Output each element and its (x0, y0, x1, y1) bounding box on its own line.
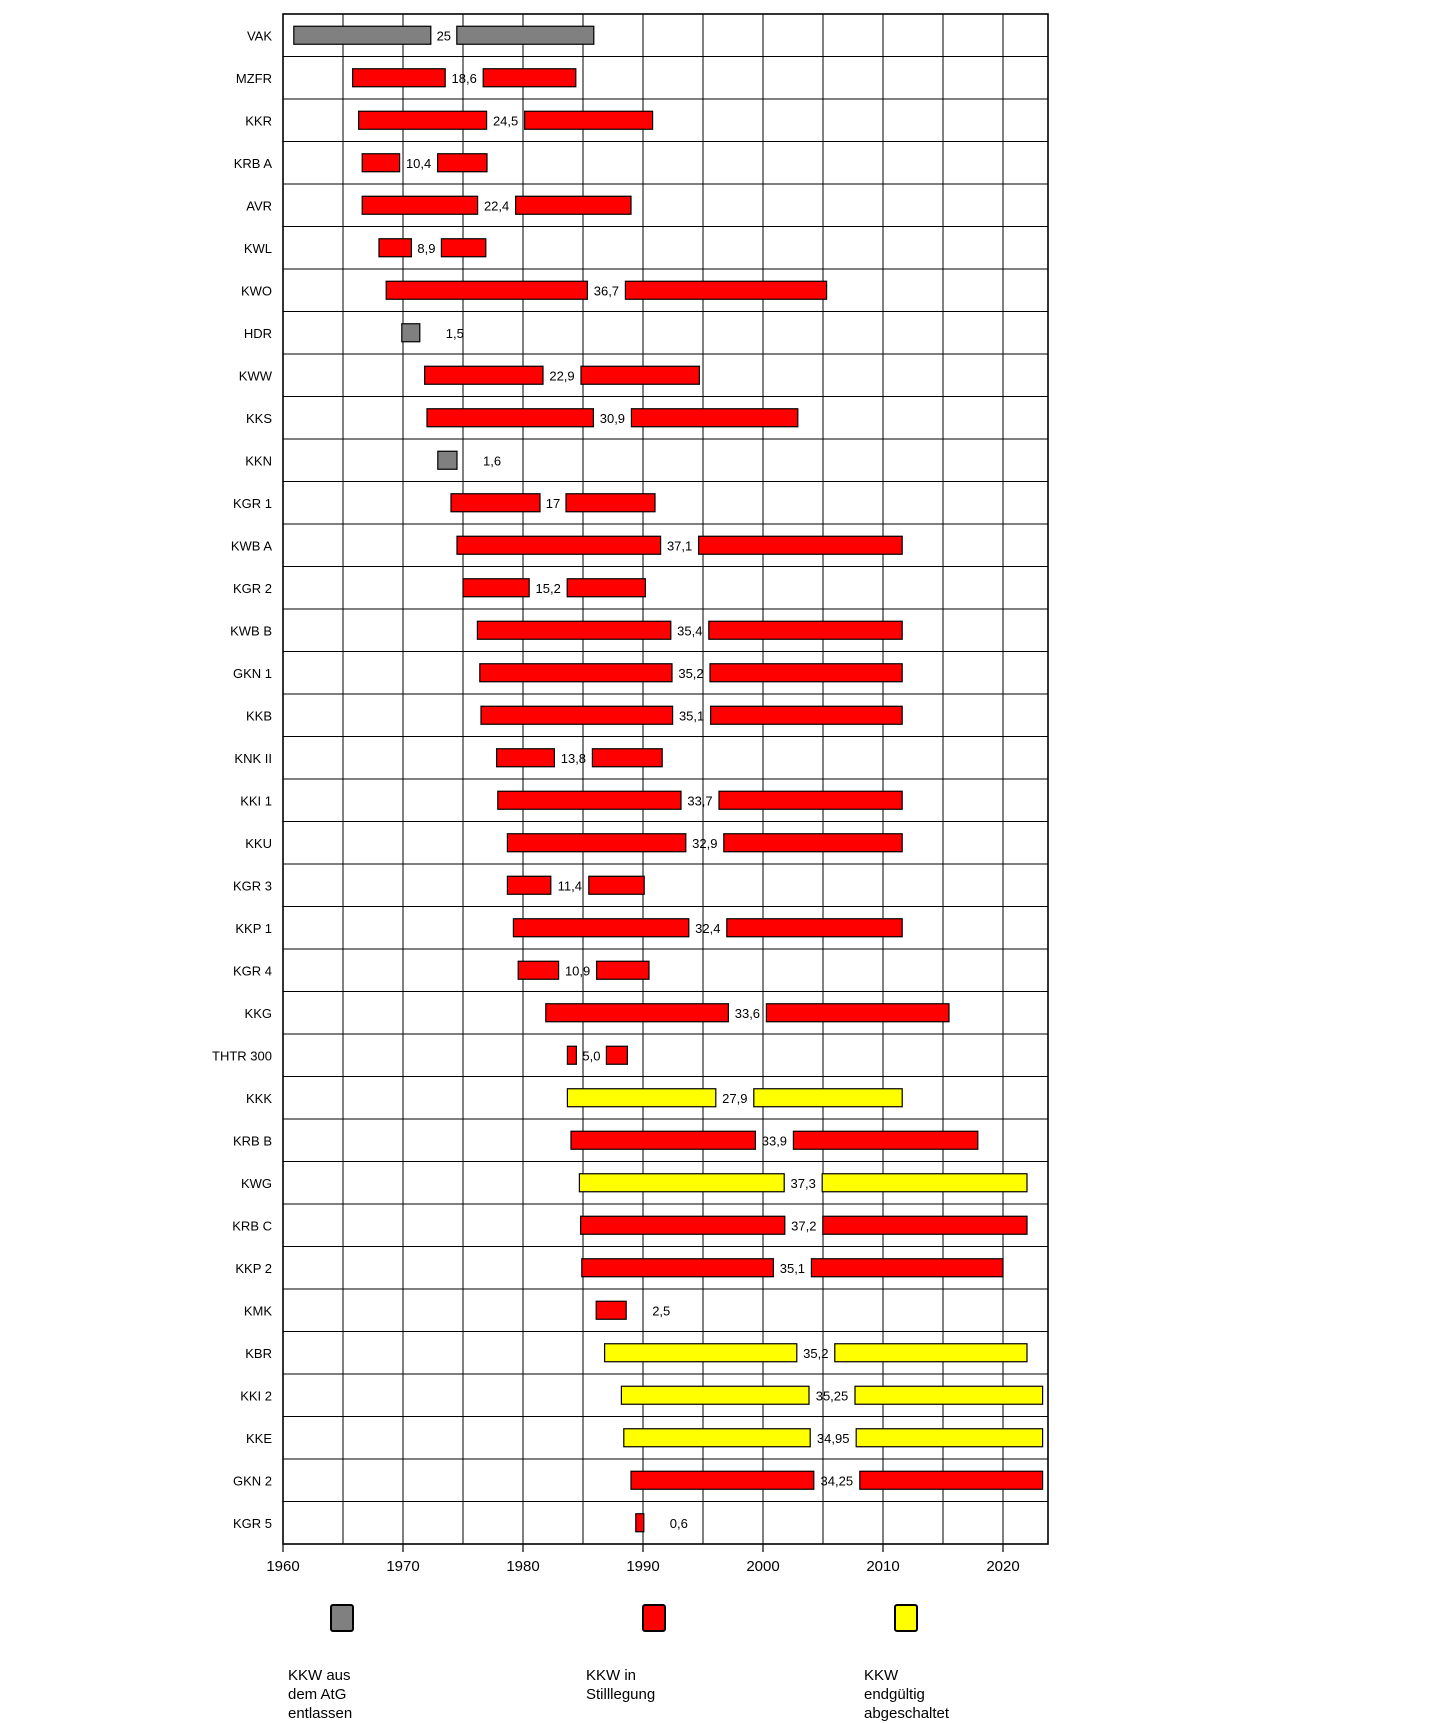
legend-swatch-decommissioning (642, 1604, 666, 1632)
bar-decommissioning (463, 579, 529, 597)
bar-decommissioning (477, 621, 670, 639)
bar-value-label: 37,1 (666, 538, 693, 554)
bar-value-label: 15,2 (535, 580, 561, 596)
bar-released (457, 26, 594, 44)
row-label: KWW (238, 368, 272, 384)
row-label: VAK (246, 28, 272, 44)
legend-label-shutdown: KKW endgültig abgeschaltet (864, 1667, 950, 1722)
bar-decommissioning (581, 366, 699, 384)
bar-value-label: 27,9 (722, 1090, 748, 1106)
bar-decommissioning (379, 239, 411, 257)
bar-released (294, 26, 431, 44)
x-tick-label: 2020 (986, 1558, 1020, 1575)
row-label: KWG (240, 1175, 272, 1191)
bar-decommissioning (362, 154, 399, 172)
bar-value-label: 34,95 (816, 1430, 850, 1446)
row-label: KKK (245, 1090, 272, 1106)
bar-decommissioning (438, 154, 487, 172)
bar-value-label: 35,25 (815, 1388, 849, 1404)
bar-value-label: 33,9 (761, 1133, 788, 1149)
bar-shutdown (835, 1344, 1027, 1362)
bar-decommissioning (507, 876, 550, 894)
bar-decommissioning (566, 494, 655, 512)
row-label: KGR 3 (232, 878, 272, 894)
bar-decommissioning (481, 706, 673, 724)
row-label: THTR 300 (212, 1048, 272, 1064)
bar-decommissioning (606, 1046, 627, 1064)
bar-decommissioning (497, 749, 555, 767)
bar-shutdown (855, 1386, 1043, 1404)
row-label: KNK II (234, 750, 272, 766)
row-label: AVR (246, 198, 272, 214)
bar-decommissioning (516, 196, 631, 214)
legend-label-released: KKW aus dem AtG entlassen (288, 1667, 353, 1722)
bar-shutdown (579, 1174, 784, 1192)
row-label: GKN 1 (232, 665, 272, 681)
x-tick-label: 2010 (866, 1558, 900, 1575)
bar-decommissioning (710, 664, 902, 682)
row-label: KGR 4 (232, 963, 272, 979)
x-tick-label: 1970 (386, 1558, 420, 1575)
bar-decommissioning (507, 834, 685, 852)
x-tick-label: 2000 (746, 1558, 780, 1575)
row-label: KGR 2 (232, 580, 272, 596)
bar-value-label: 1,6 (483, 453, 502, 469)
legend-label-decommissioning: KKW in Stilllegung (586, 1667, 656, 1703)
row-label: KKE (245, 1430, 272, 1446)
bar-decommissioning (581, 1216, 785, 1234)
bar-decommissioning (571, 1131, 755, 1149)
row-label: KRB B (232, 1133, 272, 1149)
bar-value-label: 35,2 (678, 665, 704, 681)
bar-value-label: 24,5 (492, 113, 519, 129)
bar-value-label: 37,2 (791, 1218, 817, 1234)
row-label: KRB C (232, 1218, 272, 1234)
bar-shutdown (624, 1429, 810, 1447)
bar-value-label: 34,25 (820, 1473, 854, 1489)
row-label: KWO (240, 283, 272, 299)
bar-decommissioning (596, 1301, 626, 1319)
bar-value-label: 8,9 (417, 240, 436, 256)
row-label: KKP 2 (235, 1260, 272, 1276)
bar-shutdown (567, 1089, 715, 1107)
row-label: KKS (245, 410, 272, 426)
bar-decommissioning (589, 876, 644, 894)
bar-decommissioning (793, 1131, 977, 1149)
bar-value-label: 0,6 (669, 1515, 688, 1531)
bar-decommissioning (525, 111, 653, 129)
bar-decommissioning (386, 281, 587, 299)
bar-value-label: 11,4 (557, 878, 582, 894)
row-label: KGR 1 (232, 495, 272, 511)
bar-decommissioning (631, 409, 797, 427)
row-label: KKB (245, 708, 272, 724)
row-label: KWL (243, 240, 272, 256)
bar-shutdown (822, 1174, 1027, 1192)
row-label: KKU (245, 835, 272, 851)
x-tick-label: 1990 (626, 1558, 660, 1575)
bar-decommissioning (359, 111, 487, 129)
bar-decommissioning (597, 961, 649, 979)
row-label: HDR (243, 325, 272, 341)
bar-value-label: 30,9 (599, 410, 626, 426)
bar-value-label: 32,4 (695, 920, 721, 936)
row-label: KKN (245, 453, 272, 469)
bar-value-label: 35,1 (678, 708, 705, 724)
row-label: MZFR (235, 70, 272, 86)
row-label: KKI 1 (240, 793, 272, 809)
row-label: KWB B (230, 623, 272, 639)
bar-value-label: 32,9 (692, 835, 718, 851)
bar-decommissioning (811, 1259, 1003, 1277)
bar-decommissioning (699, 536, 903, 554)
bar-value-label: 13,8 (560, 750, 587, 766)
bar-decommissioning (567, 1046, 576, 1064)
bar-value-label: 22,4 (483, 198, 510, 214)
bar-value-label: 17 (545, 495, 561, 511)
bar-decommissioning (353, 69, 446, 87)
bar-decommissioning (724, 834, 902, 852)
bar-value-label: 18,6 (451, 70, 477, 86)
bar-value-label: 2,5 (652, 1303, 671, 1319)
bar-value-label: 10,4 (405, 155, 432, 171)
x-tick-label: 1960 (266, 1558, 300, 1575)
bar-decommissioning (483, 69, 576, 87)
bar-decommissioning (582, 1259, 774, 1277)
legend-swatch-shutdown (894, 1604, 918, 1632)
bar-decommissioning (480, 664, 672, 682)
x-axis-ticks (266, 1544, 1019, 1575)
x-tick-label: 1980 (506, 1558, 540, 1575)
bar-decommissioning (518, 961, 558, 979)
bar-decommissioning (709, 621, 902, 639)
row-label: KWB A (230, 538, 272, 554)
bar-shutdown (754, 1089, 902, 1107)
bar-decommissioning (362, 196, 477, 214)
bar-released (438, 451, 457, 469)
bar-decommissioning (546, 1004, 729, 1022)
bar-value-label: 35,4 (677, 623, 703, 639)
bar-decommissioning (625, 281, 826, 299)
row-labels (212, 28, 273, 1531)
row-label: KKR (245, 113, 272, 129)
bar-decommissioning (457, 536, 661, 554)
bar-value-label: 35,1 (779, 1260, 806, 1276)
bar-decommissioning (425, 366, 543, 384)
bar-value-label: 1,5 (445, 325, 464, 341)
bar-value-label: 33,7 (687, 793, 713, 809)
row-label: GKN 2 (232, 1473, 272, 1489)
bar-value-label: 33,6 (734, 1005, 761, 1021)
bar-released (402, 324, 420, 342)
bar-shutdown (605, 1344, 797, 1362)
bar-value-label: 37,3 (790, 1175, 816, 1191)
row-label: KGR 5 (232, 1515, 272, 1531)
bar-decommissioning (719, 791, 902, 809)
bar-decommissioning (727, 919, 902, 937)
bar-value-label: 36,7 (593, 283, 620, 299)
bar-decommissioning (711, 706, 903, 724)
bar-decommissioning (636, 1514, 644, 1532)
bar-decommissioning (427, 409, 593, 427)
row-label: KMK (243, 1303, 272, 1319)
bar-decommissioning (592, 749, 662, 767)
row-label: KKI 2 (240, 1388, 272, 1404)
bar-decommissioning (631, 1471, 814, 1489)
bar-decommissioning (766, 1004, 949, 1022)
bar-value-label: 35,2 (803, 1345, 829, 1361)
bar-shutdown (856, 1429, 1042, 1447)
bar-value-label: 5,0 (582, 1048, 601, 1064)
bar-decommissioning (498, 791, 681, 809)
legend-swatch-released (330, 1604, 354, 1632)
bar-value-label: 25 (436, 28, 452, 44)
bar-decommissioning (860, 1471, 1043, 1489)
row-label: KKG (244, 1005, 272, 1021)
bar-decommissioning (823, 1216, 1027, 1234)
row-label: KKP 1 (235, 920, 272, 936)
bar-value-label: 10,9 (564, 963, 591, 979)
row-label: KBR (245, 1345, 272, 1361)
bar-shutdown (621, 1386, 809, 1404)
bar-decommissioning (513, 919, 688, 937)
row-label: KRB A (233, 155, 272, 171)
bar-decommissioning (567, 579, 645, 597)
bar-decommissioning (441, 239, 485, 257)
bar-value-label: 22,9 (549, 368, 575, 384)
bar-decommissioning (451, 494, 540, 512)
